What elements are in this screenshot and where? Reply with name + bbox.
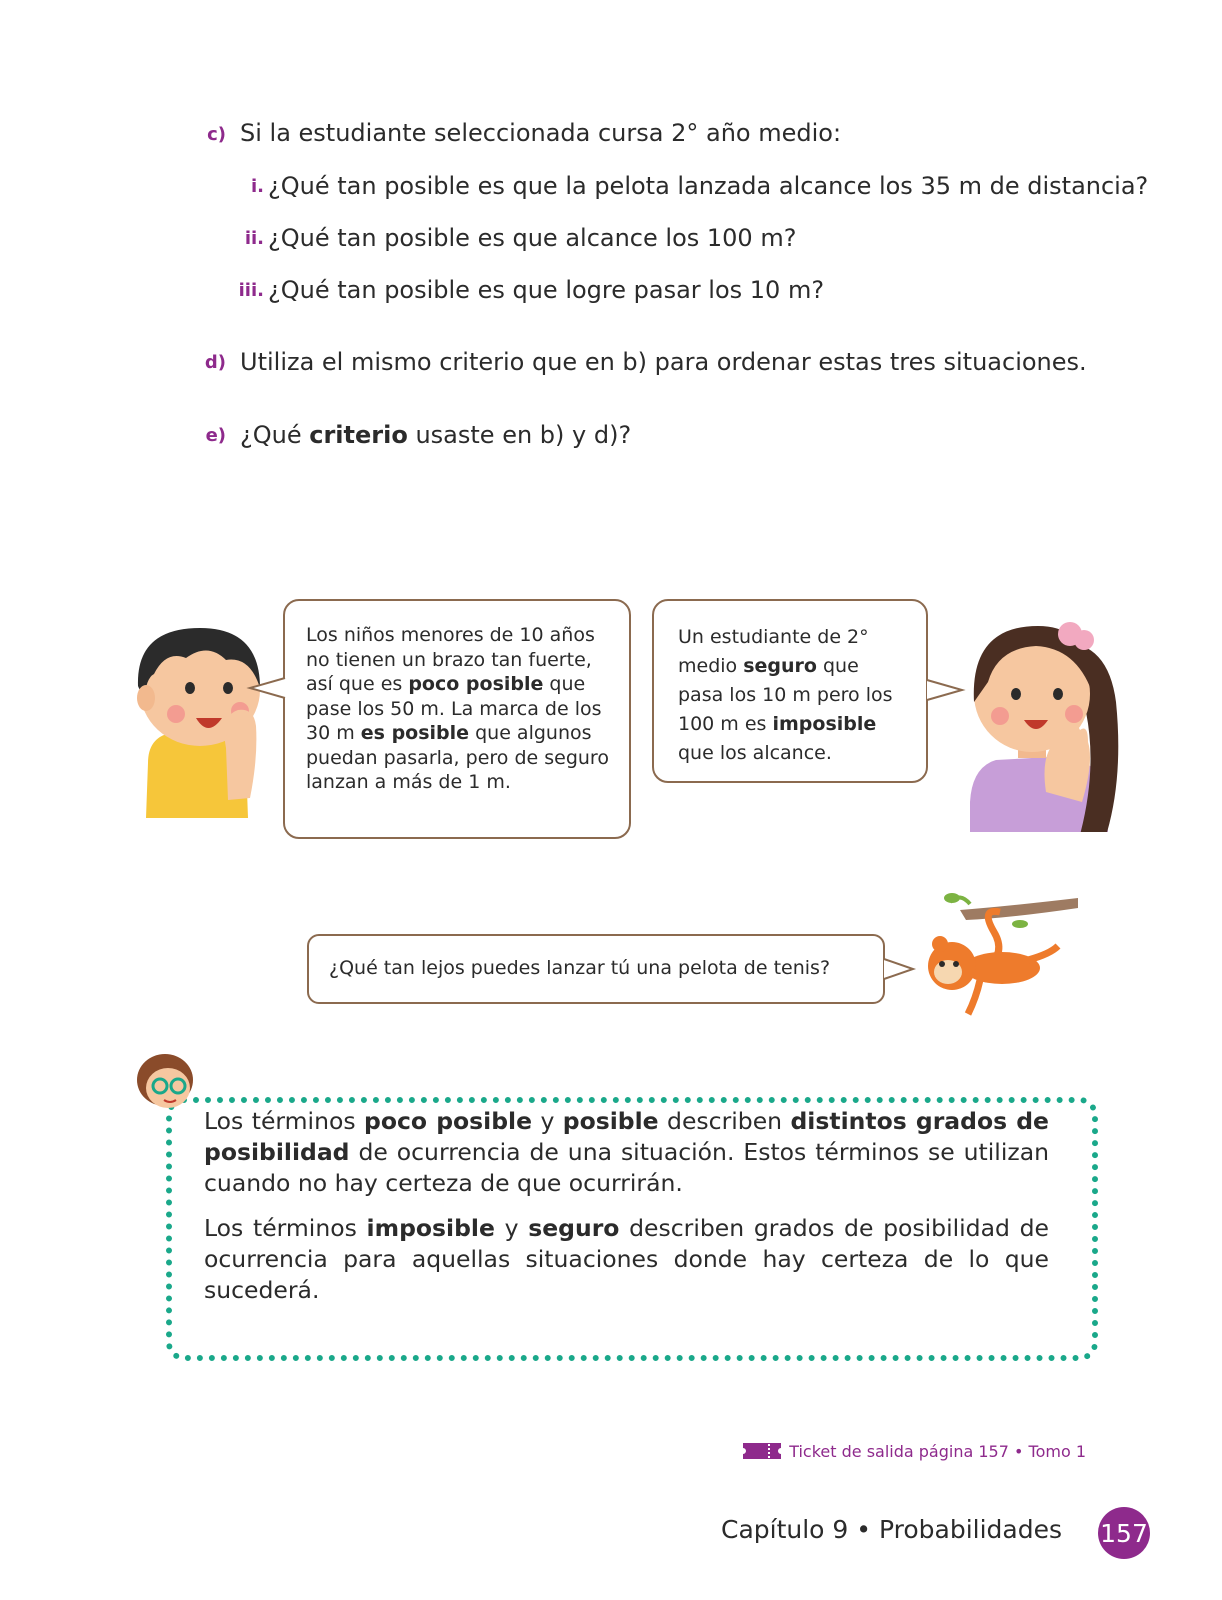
speech-bubble-boy: Los niños menores de 10 años no tienen un brazo tan fuerte, así que es poco posible que pase los 50 m. La marca de los 30 m es posible que algunos puedan pasarla, pero de seguro lanzan a más de 1 m. bbox=[283, 599, 631, 839]
speech-bubble-boy-tail bbox=[248, 676, 286, 700]
item-iii-label: iii. bbox=[238, 280, 264, 301]
page-number: 157 bbox=[1098, 1507, 1150, 1559]
speech-bubble-monkey: ¿Qué tan lejos puedes lanzar tú una pelota de tenis? bbox=[307, 934, 885, 1004]
question-c-label: c) bbox=[207, 124, 226, 145]
definition-paragraph-1: Los términos poco posible y posible describen distintos grados de posibilidad de ocurrencia de una situación. Estos términos se utilizan cuando no hay certeza de que ocurrirán. bbox=[204, 1107, 1049, 1197]
question-d-text: Utiliza el mismo criterio que en b) para ordenar estas tres situaciones. bbox=[240, 348, 1087, 376]
girl-illustration bbox=[958, 612, 1138, 832]
speech-bubble-girl: Un estudiante de 2° medio seguro que pasa los 10 m pero los 100 m es imposible que los alcance. bbox=[652, 599, 928, 783]
item-i-text: ¿Qué tan posible es que la pelota lanzada alcance los 35 m de distancia? bbox=[268, 172, 1149, 200]
item-ii-label: ii. bbox=[244, 228, 264, 249]
exit-ticket[interactable] bbox=[743, 1441, 1086, 1461]
teacher-avatar bbox=[132, 1050, 198, 1110]
chapter-title: Capítulo 9 • Probabilidades bbox=[721, 1515, 1062, 1544]
monkey-illustration bbox=[910, 888, 1082, 1020]
item-iii-text: ¿Qué tan posible es que logre pasar los 10 m? bbox=[268, 276, 825, 304]
question-e-text: ¿Qué criterio usaste en b) y d)? bbox=[240, 421, 632, 449]
item-ii-text: ¿Qué tan posible es que alcance los 100 m? bbox=[268, 224, 797, 252]
question-c-text: Si la estudiante seleccionada cursa 2° año medio: bbox=[240, 119, 842, 147]
question-d-label: d) bbox=[204, 352, 226, 373]
question-e-label: e) bbox=[205, 425, 226, 446]
ticket-icon bbox=[743, 1441, 781, 1461]
definition-paragraph-2: Los términos imposible y seguro describen grados de posibilidad de ocurrencia para aquellas situaciones donde hay certeza de lo que sucederá. bbox=[204, 1214, 1049, 1304]
exit-ticket-text[interactable]: Ticket de salida página 157 • Tomo 1 bbox=[789, 1441, 1086, 1461]
item-i-label: i. bbox=[250, 176, 264, 197]
definition-box bbox=[166, 1097, 1098, 1361]
boy-illustration bbox=[108, 618, 268, 818]
